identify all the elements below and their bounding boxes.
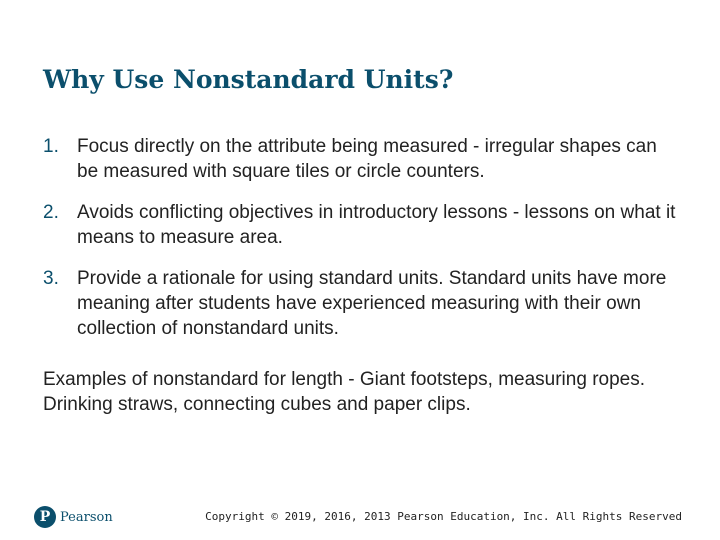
list-item-number: 1. [43, 136, 59, 157]
copyright-text: Copyright © 2019, 2016, 2013 Pearson Education, Inc. All Rights Reserved [205, 510, 682, 523]
list-item-text: Avoids conflicting objectives in introductory lessons - lessons on what it means to measure area. [77, 202, 676, 248]
pearson-logo [34, 505, 113, 529]
pearson-wordmark: Pearson [60, 509, 113, 525]
list-item-number: 2. [43, 202, 59, 223]
list-item-text: Provide a rationale for using standard units. Standard units have more meaning after students have experienced measuring with their own collection of nonstandard units. [77, 268, 667, 339]
list-item [43, 134, 683, 184]
footer [0, 498, 720, 536]
list-item [43, 266, 683, 341]
list-item [43, 200, 683, 250]
list-item-text: Focus directly on the attribute being measured - irregular shapes can be measured with square tiles or circle counters. [77, 136, 657, 182]
reasons-list [43, 134, 683, 357]
slide-title: Why Use Nonstandard Units? [43, 65, 454, 94]
pearson-logo-icon: P [34, 506, 56, 528]
examples-paragraph: Examples of nonstandard for length - Giant footsteps, measuring ropes. Drinking straws, connecting cubes and paper clips. [43, 369, 645, 415]
list-item-number: 3. [43, 268, 59, 289]
